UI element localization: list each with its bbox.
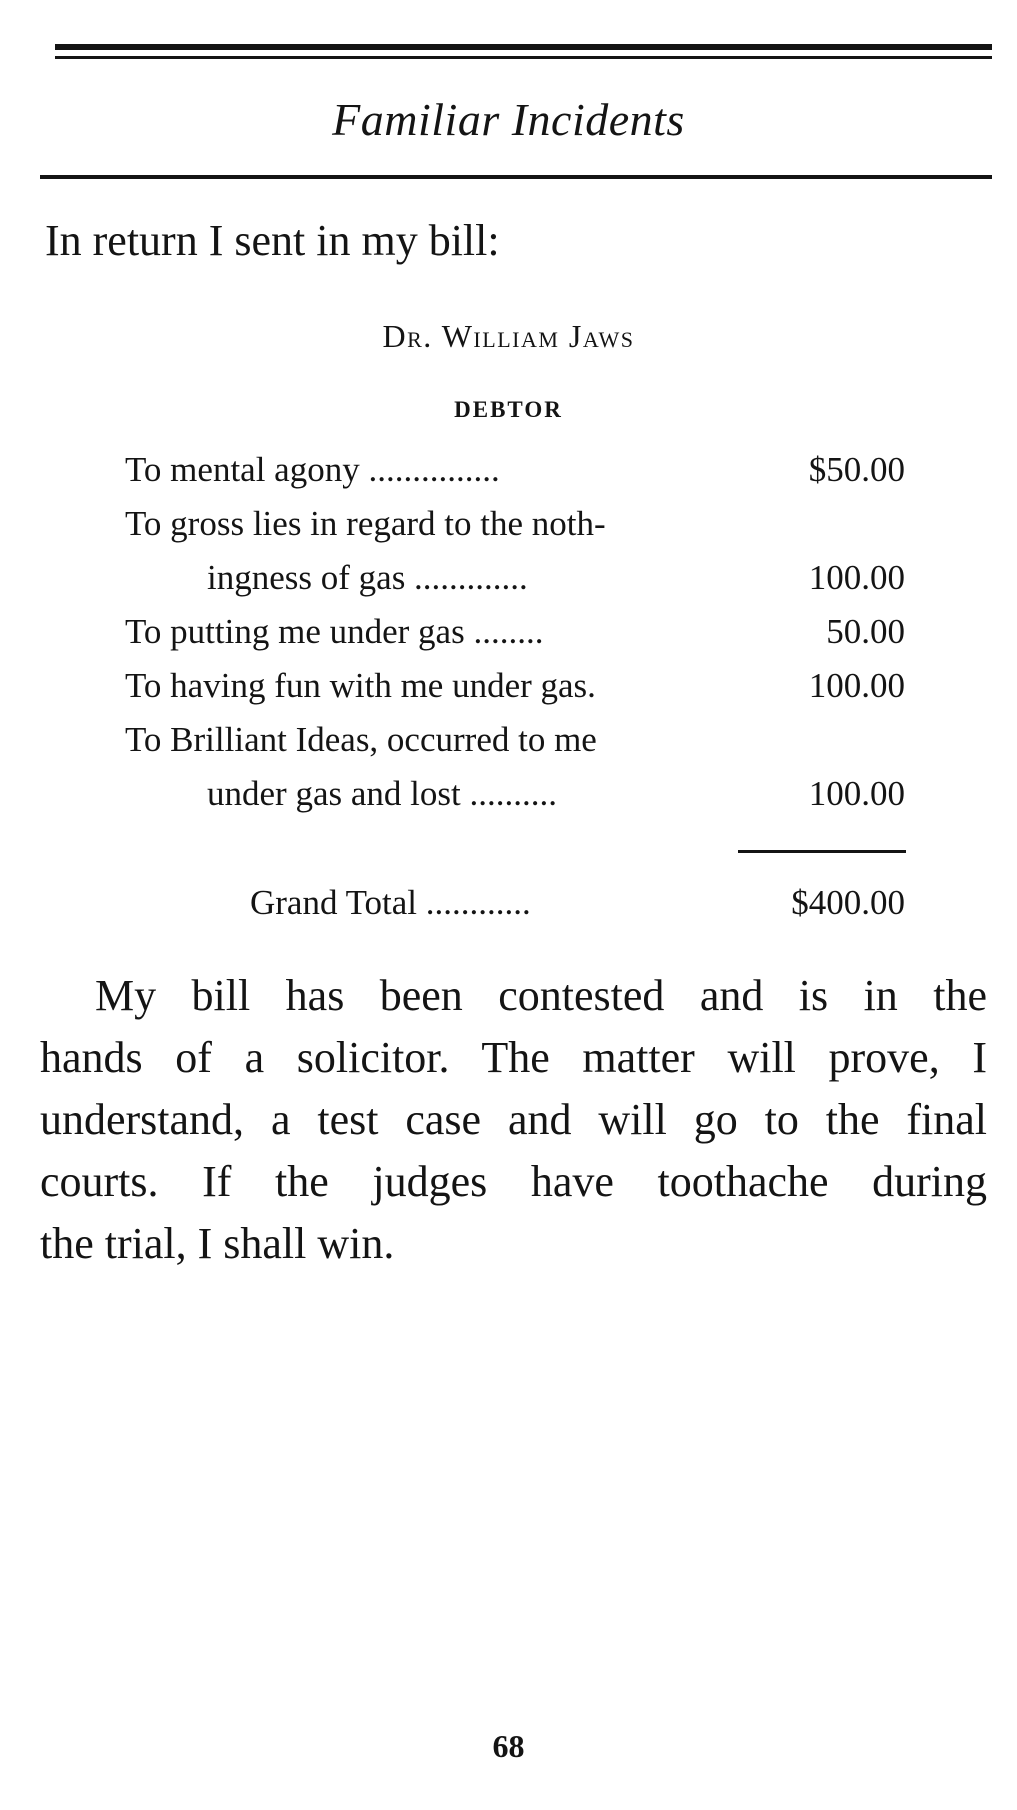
bill-line xyxy=(125,713,905,767)
bill-line xyxy=(125,767,905,821)
bill-line-text: To mental agony ............... xyxy=(125,450,500,489)
paragraph-line: hands of a solicitor. The matter will prove, I xyxy=(40,1033,987,1082)
bill-line-amount: 50.00 xyxy=(826,612,905,651)
bill-debtor-label: DEBTOR xyxy=(454,397,563,422)
paragraph-line: My bill has been contested and is in the xyxy=(95,971,987,1020)
bill-line-text: To gross lies in regard to the noth- xyxy=(125,504,606,543)
bill-addressee: Dr. William Jaws xyxy=(382,318,635,354)
bill-line xyxy=(125,497,905,551)
paragraph-line: courts. If the judges have toothache during xyxy=(40,1157,987,1206)
bill-items xyxy=(125,443,905,821)
intro-text: In return I sent in my bill: xyxy=(45,216,500,265)
total-rule xyxy=(738,850,906,853)
bill-line-text: To Brilliant Ideas, occurred to me xyxy=(125,720,597,759)
bill-line-amount: 100.00 xyxy=(808,666,905,705)
bill-line-text: ingness of gas ............. xyxy=(207,558,528,597)
header-rule-top xyxy=(55,44,992,50)
header-rule-bottom xyxy=(40,175,992,179)
bill-line-text: To putting me under gas ........ xyxy=(125,612,544,651)
paragraph-line: the trial, I shall win. xyxy=(40,1219,395,1268)
bill-line-text: under gas and lost .......... xyxy=(207,774,557,813)
closing-paragraph xyxy=(40,965,987,1275)
bill-line-amount: 100.00 xyxy=(808,774,905,813)
bill-line xyxy=(125,605,905,659)
bill-line xyxy=(125,659,905,713)
bill-line-amount: 100.00 xyxy=(808,558,905,597)
bill-line-text: To having fun with me under gas. xyxy=(125,666,596,705)
grand-total-amount: $400.00 xyxy=(791,883,905,922)
bill-line xyxy=(125,443,905,497)
bill-line-amount: $50.00 xyxy=(808,450,905,489)
page-number: 68 xyxy=(492,1728,525,1764)
header-rule-second xyxy=(55,56,992,59)
running-head: Familiar Incidents xyxy=(332,94,685,145)
grand-total-label: Grand Total ............ xyxy=(250,883,531,922)
paragraph-line: understand, a test case and will go to the final xyxy=(40,1095,987,1144)
grand-total-line xyxy=(125,876,905,930)
bill-line xyxy=(125,551,905,605)
